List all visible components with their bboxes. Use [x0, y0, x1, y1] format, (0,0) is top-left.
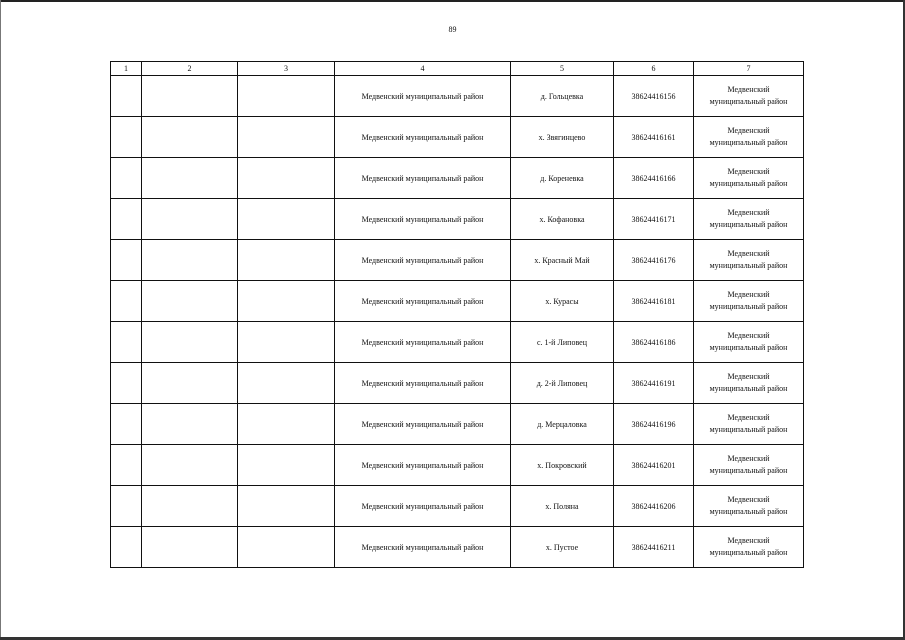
cell-settlement-name: д. Гольцевка — [511, 76, 614, 117]
cell-col3 — [238, 445, 335, 486]
district-name-line-2: муниципальный район — [709, 343, 788, 352]
cell-oktmo-code: 38624416156 — [614, 76, 694, 117]
cell-col3 — [238, 527, 335, 568]
cell-col3 — [238, 322, 335, 363]
cell-district-name — [694, 76, 804, 117]
cell-settlement-name: х. Кофановка — [511, 199, 614, 240]
cell-col2 — [142, 199, 238, 240]
district-name-line-1: Медвенский — [727, 249, 770, 258]
table-body — [111, 76, 804, 568]
column-header-7: 7 — [694, 62, 804, 76]
district-name-line-2: муниципальный район — [709, 507, 788, 516]
cell-col2 — [142, 527, 238, 568]
cell-col1 — [111, 281, 142, 322]
cell-oktmo-code: 38624416211 — [614, 527, 694, 568]
district-name-line-1: Медвенский — [727, 290, 770, 299]
cell-district-name — [694, 281, 804, 322]
table-row — [111, 199, 804, 240]
cell-settlement-name: с. 1-й Липовец — [511, 322, 614, 363]
cell-col3 — [238, 199, 335, 240]
district-name-line-1: Медвенский — [727, 536, 770, 545]
district-name-line-2: муниципальный район — [709, 466, 788, 475]
district-name-line-2: муниципальный район — [709, 384, 788, 393]
district-name-line-1: Медвенский — [727, 454, 770, 463]
district-name-line-1: Медвенский — [727, 413, 770, 422]
table-row — [111, 404, 804, 445]
cell-settlement-name: х. Курасы — [511, 281, 614, 322]
district-name-line-2: муниципальный район — [709, 97, 788, 106]
cell-col2 — [142, 240, 238, 281]
cell-oktmo-code: 38624416166 — [614, 158, 694, 199]
cell-municipal-district: Медвенский муниципальный район — [335, 322, 511, 363]
district-name-line-1: Медвенский — [727, 167, 770, 176]
district-name-line-1: Медвенский — [727, 85, 770, 94]
cell-settlement-name: д. 2-й Липовец — [511, 363, 614, 404]
cell-district-name — [694, 486, 804, 527]
registry-table — [110, 61, 804, 568]
cell-oktmo-code: 38624416181 — [614, 281, 694, 322]
cell-col2 — [142, 486, 238, 527]
cell-oktmo-code: 38624416201 — [614, 445, 694, 486]
cell-col1 — [111, 199, 142, 240]
district-name-line-1: Медвенский — [727, 495, 770, 504]
cell-district-name — [694, 158, 804, 199]
header-row — [111, 62, 804, 76]
cell-settlement-name: х. Красный Май — [511, 240, 614, 281]
cell-col2 — [142, 76, 238, 117]
cell-col3 — [238, 117, 335, 158]
cell-district-name — [694, 363, 804, 404]
cell-oktmo-code: 38624416171 — [614, 199, 694, 240]
cell-settlement-name: х. Поляна — [511, 486, 614, 527]
cell-district-name — [694, 445, 804, 486]
cell-col1 — [111, 76, 142, 117]
scan-border-left — [0, 0, 1, 640]
cell-col1 — [111, 363, 142, 404]
cell-district-name — [694, 322, 804, 363]
table-row — [111, 281, 804, 322]
table-row — [111, 158, 804, 199]
table-row — [111, 117, 804, 158]
cell-col2 — [142, 281, 238, 322]
cell-col2 — [142, 117, 238, 158]
column-header-3: 3 — [238, 62, 335, 76]
cell-municipal-district: Медвенский муниципальный район — [335, 486, 511, 527]
table-row — [111, 363, 804, 404]
cell-municipal-district: Медвенский муниципальный район — [335, 199, 511, 240]
district-name-line-2: муниципальный район — [709, 220, 788, 229]
page-number: 89 — [448, 25, 457, 34]
cell-col3 — [238, 240, 335, 281]
table-row — [111, 240, 804, 281]
district-name-line-1: Медвенский — [727, 372, 770, 381]
table-row — [111, 76, 804, 117]
cell-municipal-district: Медвенский муниципальный район — [335, 363, 511, 404]
cell-col2 — [142, 363, 238, 404]
column-header-2: 2 — [142, 62, 238, 76]
cell-municipal-district: Медвенский муниципальный район — [335, 158, 511, 199]
column-header-1: 1 — [111, 62, 142, 76]
cell-oktmo-code: 38624416196 — [614, 404, 694, 445]
cell-col3 — [238, 486, 335, 527]
column-header-6: 6 — [614, 62, 694, 76]
cell-col1 — [111, 527, 142, 568]
cell-settlement-name: х. Покровский — [511, 445, 614, 486]
district-name-line-2: муниципальный район — [709, 261, 788, 270]
district-name-line-2: муниципальный район — [709, 548, 788, 557]
cell-col1 — [111, 486, 142, 527]
cell-settlement-name: х. Пустое — [511, 527, 614, 568]
cell-col1 — [111, 322, 142, 363]
cell-col3 — [238, 363, 335, 404]
cell-col1 — [111, 158, 142, 199]
district-name-line-2: муниципальный район — [709, 425, 788, 434]
table-row — [111, 322, 804, 363]
cell-district-name — [694, 404, 804, 445]
cell-col1 — [111, 240, 142, 281]
cell-col2 — [142, 404, 238, 445]
cell-settlement-name: д. Мерцаловка — [511, 404, 614, 445]
cell-municipal-district: Медвенский муниципальный район — [335, 76, 511, 117]
column-header-5: 5 — [511, 62, 614, 76]
column-header-4: 4 — [335, 62, 511, 76]
cell-col3 — [238, 158, 335, 199]
cell-oktmo-code: 38624416176 — [614, 240, 694, 281]
cell-municipal-district: Медвенский муниципальный район — [335, 445, 511, 486]
cell-col3 — [238, 76, 335, 117]
cell-district-name — [694, 117, 804, 158]
district-name-line-2: муниципальный район — [709, 302, 788, 311]
cell-district-name — [694, 527, 804, 568]
cell-settlement-name: х. Звягинцево — [511, 117, 614, 158]
cell-municipal-district: Медвенский муниципальный район — [335, 117, 511, 158]
cell-oktmo-code: 38624416191 — [614, 363, 694, 404]
cell-col2 — [142, 158, 238, 199]
cell-municipal-district: Медвенский муниципальный район — [335, 281, 511, 322]
cell-col3 — [238, 281, 335, 322]
cell-oktmo-code: 38624416186 — [614, 322, 694, 363]
cell-col1 — [111, 117, 142, 158]
cell-municipal-district: Медвенский муниципальный район — [335, 404, 511, 445]
district-name-line-1: Медвенский — [727, 208, 770, 217]
cell-col1 — [111, 445, 142, 486]
table-row — [111, 445, 804, 486]
scan-border-top — [0, 0, 905, 2]
cell-col2 — [142, 445, 238, 486]
cell-col2 — [142, 322, 238, 363]
cell-district-name — [694, 199, 804, 240]
cell-municipal-district: Медвенский муниципальный район — [335, 240, 511, 281]
cell-municipal-district: Медвенский муниципальный район — [335, 527, 511, 568]
cell-settlement-name: д. Кореневка — [511, 158, 614, 199]
cell-oktmo-code: 38624416206 — [614, 486, 694, 527]
district-name-line-1: Медвенский — [727, 331, 770, 340]
cell-district-name — [694, 240, 804, 281]
cell-col1 — [111, 404, 142, 445]
table-row — [111, 486, 804, 527]
cell-col3 — [238, 404, 335, 445]
cell-oktmo-code: 38624416161 — [614, 117, 694, 158]
district-name-line-2: муниципальный район — [709, 138, 788, 147]
district-name-line-1: Медвенский — [727, 126, 770, 135]
district-name-line-2: муниципальный район — [709, 179, 788, 188]
table-row — [111, 527, 804, 568]
